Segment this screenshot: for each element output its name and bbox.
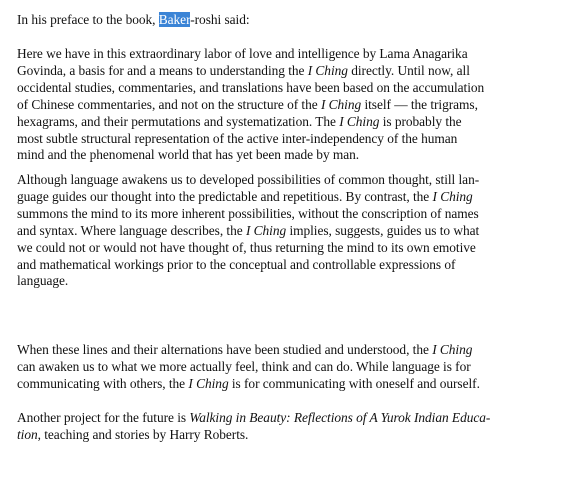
text-line <box>17 342 472 359</box>
italic-text: I Ching <box>432 342 473 357</box>
text-line <box>17 80 484 97</box>
text-run: itself — the trigrams, <box>361 96 478 112</box>
text-line <box>17 97 478 114</box>
intro-text-after: -roshi said: <box>190 12 250 27</box>
text-line <box>17 189 473 206</box>
text-run: and syntax. Where language describes, the <box>17 222 246 238</box>
text-run: can awaken us to what we more actually feel, think and can do. While language is for <box>17 358 471 374</box>
text-run: is probably the <box>379 113 462 129</box>
text-run: Although language awakens us to developed possibilities of common thought, still lan- <box>17 172 480 187</box>
italic-text: I Ching <box>339 113 380 129</box>
text-line <box>17 206 479 223</box>
text-run: , teaching and stories by Harry Roberts. <box>37 426 249 442</box>
text-line <box>17 257 455 274</box>
text-run: directly. Until now, all <box>347 62 470 78</box>
text-line <box>17 172 479 189</box>
intro-line <box>17 12 250 29</box>
text-line <box>17 63 470 80</box>
text-run: is for communicating with oneself and ourself. <box>228 375 480 391</box>
text-run: mind and the phenomenal world that has yet been made by man. <box>17 147 360 163</box>
text-run: language. <box>17 273 69 289</box>
text-run: occidental studies, commentaries, and translations have been based on the accumulation <box>17 79 485 95</box>
italic-text: I Ching <box>432 188 473 204</box>
text-run: of Chinese commentaries, and not on the structure of the <box>17 96 321 112</box>
italic-text: I Ching <box>307 62 348 78</box>
text-line <box>17 359 471 376</box>
text-run: Another project for the future is <box>17 410 190 425</box>
text-line <box>17 223 479 240</box>
italic-text: tion <box>17 426 38 442</box>
text-run: Here we have in this extraordinary labor of love and intelligence by Lama Anagarika <box>17 46 468 61</box>
text-run: most subtle structural representation of the active inter-independency of the human <box>17 130 458 146</box>
selected-text[interactable]: Baker <box>158 12 191 27</box>
text-line <box>17 114 462 131</box>
text-line <box>17 427 248 444</box>
text-run: When these lines and their alternations have been studied and understood, the <box>17 342 433 357</box>
italic-text: Walking in Beauty: Reflections of A Yurok Indian Educa- <box>189 410 491 425</box>
text-line <box>17 410 490 427</box>
text-line <box>17 147 359 164</box>
text-run: summons the mind to its more inherent possibilities, without the conscription of names <box>17 205 479 221</box>
text-run: communicating with others, the <box>17 375 189 391</box>
text-line <box>17 273 68 290</box>
text-run: hexagrams, and their permutations and systematization. The <box>17 113 340 129</box>
text-run: implies, suggests, guides us to what <box>286 222 480 238</box>
italic-text: I Ching <box>188 375 229 391</box>
text-run: Govinda, a basis for and a means to understanding the <box>17 62 308 78</box>
text-run: and mathematical workings prior to the conceptual and controllable expressions of <box>17 256 456 272</box>
italic-text: I Ching <box>320 96 362 112</box>
text-line <box>17 131 457 148</box>
text-line <box>17 46 468 63</box>
text-line <box>17 376 480 393</box>
text-run: guage guides our thought into the predictable and repetitious. By contrast, the <box>17 188 433 204</box>
intro-text-before: In his preface to the book, <box>17 12 159 27</box>
italic-text: I Ching <box>245 222 287 238</box>
text-line <box>17 240 476 257</box>
text-run: we could not or would not have thought of, thus returning the mind to its own emotive <box>17 239 476 255</box>
